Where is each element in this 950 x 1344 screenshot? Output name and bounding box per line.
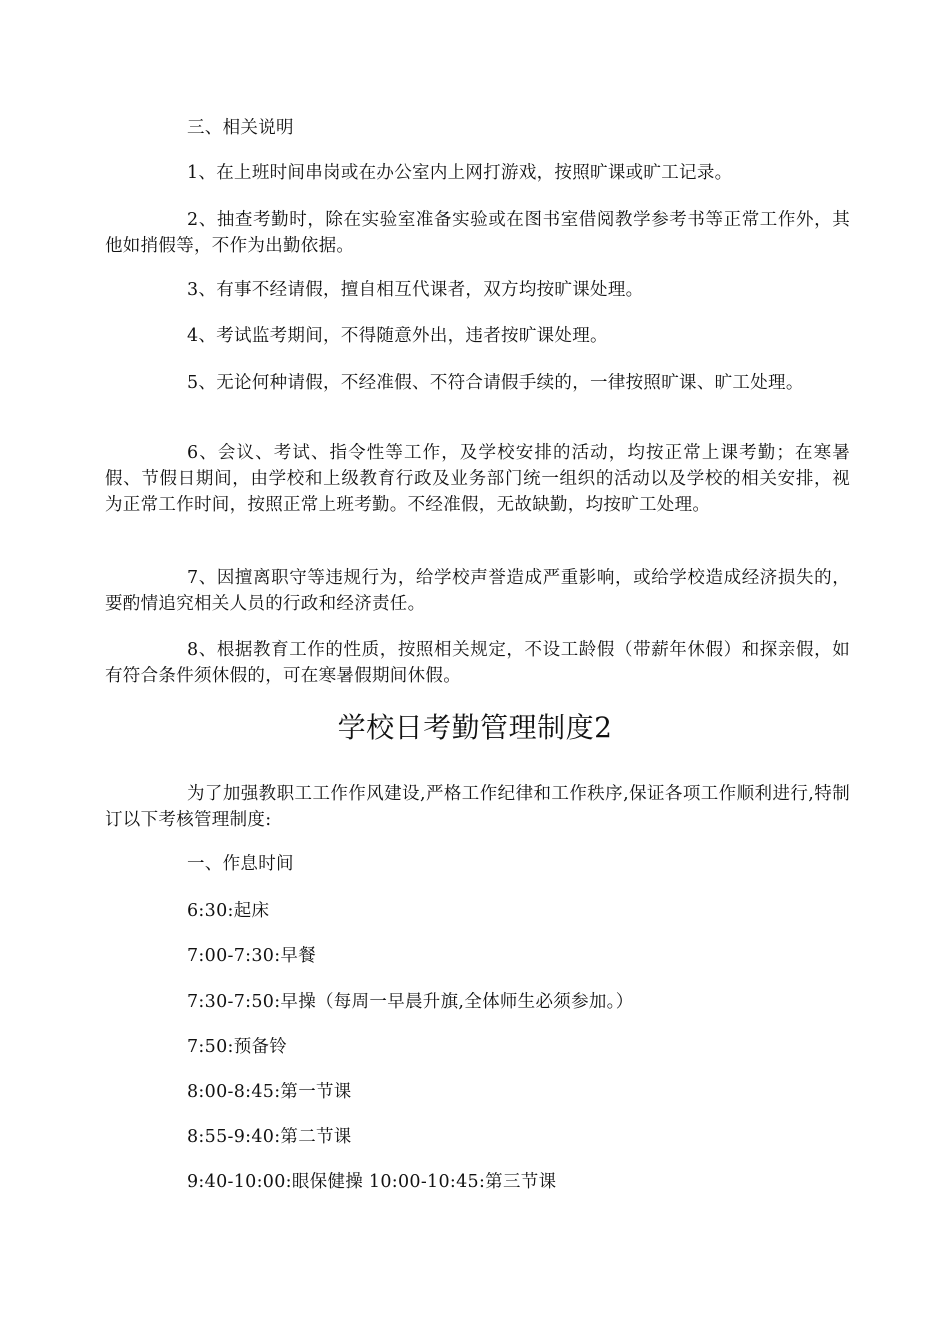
schedule-item: 8:55-9:40:第二节课	[187, 1127, 352, 1147]
schedule-item: 7:00-7:30:早餐	[187, 946, 317, 966]
note-item-3: 3、有事不经请假，擅自相互代课者，双方均按旷课处理。	[187, 280, 644, 300]
schedule-item: 6:30:起床	[187, 901, 270, 921]
note-item-5: 5、无论何种请假，不经准假、不符合请假手续的，一律按照旷课、旷工处理。	[187, 373, 804, 393]
schedule-item: 9:40-10:00:眼保健操 10:00-10:45:第三节课	[187, 1172, 557, 1192]
note-item-4: 4、考试监考期间，不得随意外出，违者按旷课处理。	[187, 326, 608, 346]
note-item-6: 6、会议、考试、指令性等工作，及学校安排的活动，均按正常上课考勤；在寒暑假、节假日期间，由学校和上级教育行政及业务部门统一组织的活动以及学校的相关安排，视为正常工作时间，按照正常上班考勤。不经准假，无故缺勤，均按旷工处理。	[105, 443, 850, 515]
note-item-1: 1、在上班时间串岗或在办公室内上网打游戏，按照旷课或旷工记录。	[187, 163, 733, 183]
schedule-item: 7:30-7:50:早操（每周一早晨升旗,全体师生必须参加。）	[187, 992, 634, 1012]
schedule-item: 7:50:预备铃	[187, 1037, 288, 1057]
note-item-2: 2、抽查考勤时，除在实验室准备实验或在图书室借阅教学参考书等正常工作外，其他如捎假等，不作为出勤依据。	[105, 210, 850, 256]
document-title: 学校日考勤管理制度2	[337, 711, 613, 744]
note-item-7: 7、因擅离职守等违规行为，给学校声誉造成严重影响，或给学校造成经济损失的，要酌情追究相关人员的行政和经济责任。	[105, 568, 850, 614]
note-item-8: 8、根据教育工作的性质，按照相关规定，不设工龄假（带薪年休假）和探亲假，如有符合条件须休假的，可在寒暑假期间休假。	[105, 640, 850, 686]
intro-paragraph: 为了加强教职工工作作风建设,严格工作纪律和工作秩序,保证各项工作顺利进行,特制订以下考核管理制度:	[105, 784, 850, 830]
schedule-item: 8:00-8:45:第一节课	[187, 1082, 352, 1102]
section-heading-related-notes: 三、相关说明	[187, 118, 294, 138]
section-heading-schedule: 一、作息时间	[187, 854, 294, 874]
